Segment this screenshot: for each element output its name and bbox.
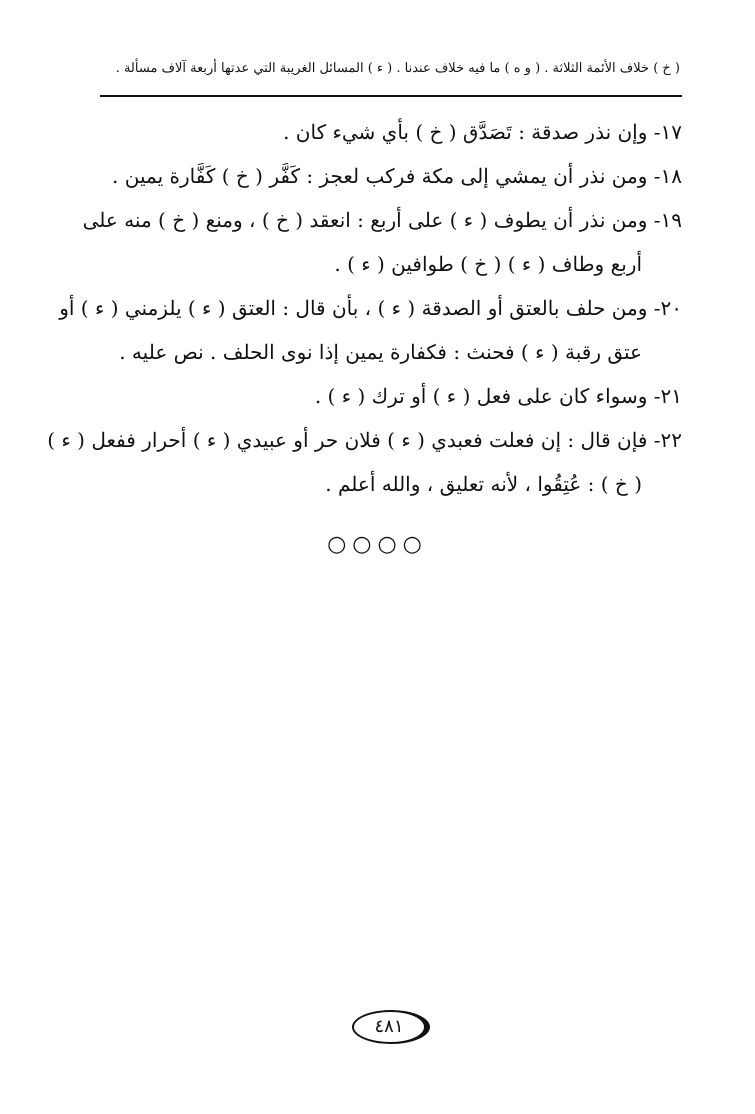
entry-line-continuation: أربع وطاف ( ء ) ( خ ) طوافين ( ء ) .	[334, 252, 642, 276]
entry-22	[47, 418, 682, 506]
page-number: ٤٨١	[352, 1010, 430, 1044]
entry-line: ٢١- وسواء كان على فعل ( ء ) أو ترك ( ء ) .	[314, 384, 682, 408]
entry-17	[100, 110, 682, 154]
header-rule	[100, 95, 682, 97]
page-body	[47, 110, 682, 506]
entry-line: ١٧- وإن نذر صدقة : تَصَدَّق ( خ ) بأي شيء كان .	[283, 120, 682, 144]
entry-line-continuation: عتق رقبة ( ء ) فحنث : فكفارة يمين إذا نوى الحلف . نص عليه .	[119, 340, 642, 364]
entry-line: ١٩- ومن نذر أن يطوف ( ء ) على أربع : انعقد ( خ ) ، ومنع ( خ ) منه على	[82, 208, 682, 232]
entry-line: ٢٠- ومن حلف بالعتق أو الصدقة ( ء ) ، بأن قال : العتق ( ء ) يلزمني ( ء ) أو	[59, 296, 682, 320]
entry-line: ١٨- ومن نذر أن يمشي إلى مكة فركب لعجز : كَفَّر ( خ ) كَفَّارة يمين .	[112, 164, 682, 188]
section-separator: ○○○○	[327, 532, 428, 557]
entry-20	[59, 286, 682, 374]
entry-19	[82, 198, 682, 286]
entry-18	[100, 154, 682, 198]
running-header: ( خ ) خلاف الأئمة الثلاثة . ( و ه ) ما فيه خلاف عندنا . ( ء ) المسائل الغريبة التي عدتها أربعة آلاف مسألة .	[115, 61, 680, 76]
entry-21	[100, 374, 682, 418]
entry-line-continuation: ( خ ) : عُتِقُوا ، لأنه تعليق ، والله أعلم .	[325, 472, 642, 496]
entry-line: ٢٢- فإن قال : إن فعلت فعبدي ( ء ) فلان حر أو عبيدي ( ء ) أحرار ففعل ( ء )	[47, 428, 682, 452]
